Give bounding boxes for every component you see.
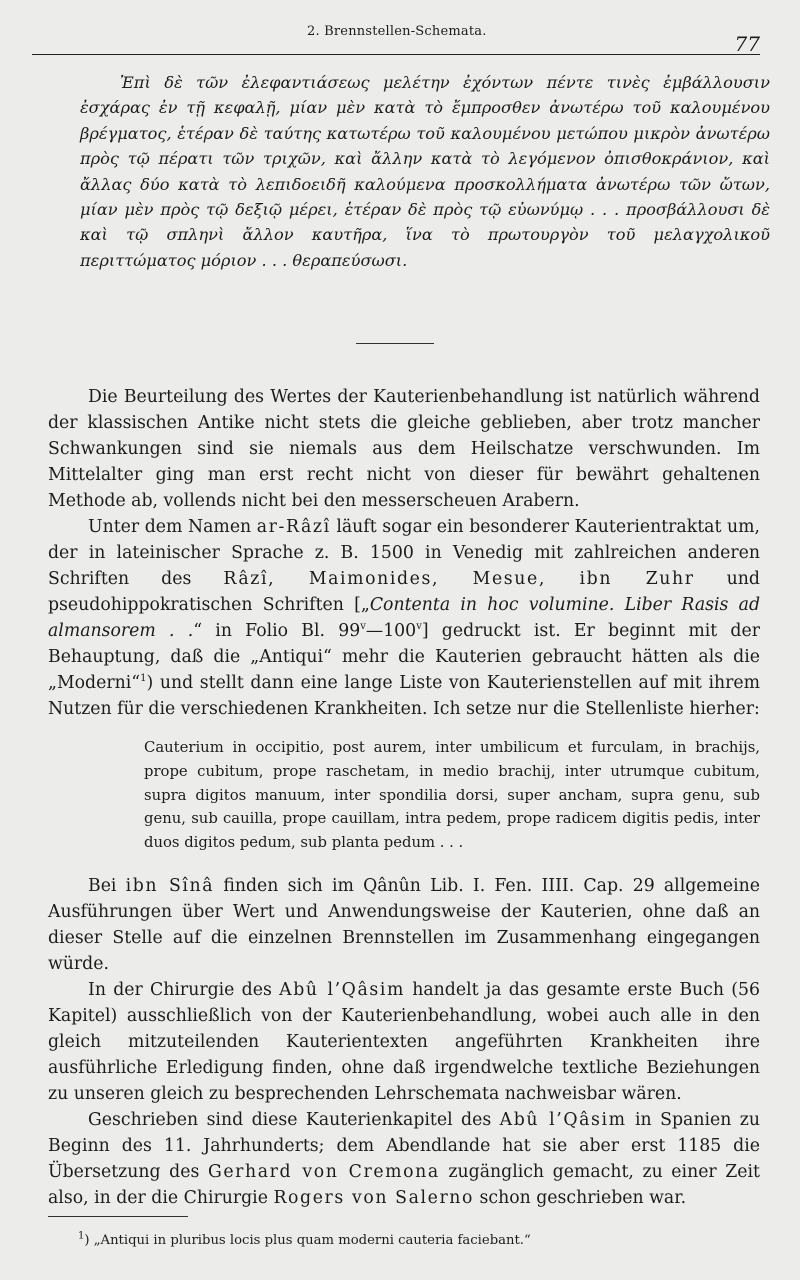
footnote-marker: 1: [140, 673, 147, 685]
section-separator: [356, 343, 434, 344]
author-names: Râzî, Maimonides, Mesue, ibn Zuhr: [223, 569, 695, 589]
paragraph-5: Geschrieben sind diese Kauterienkapitel des Abû l’Qâsim in Spanien zu Beginn des 11. Jahrhunderts; dem Abendlande hat sie aber erst 1185 die Übersetzung des Gerhard von Cremona zugänglich gemacht, zu einer Zeit also, in der die Chirurgie Rogers von Salerno schon geschrieben war.: [48, 1109, 760, 1208]
paragraph-3: Bei ibn Sînâ finden sich im Qânûn Lib. I. Fen. IIII. Cap. 29 allgemeine Ausführungen über Wert und Anwendungsweise der Kauterien, ohne daß an dieser Stelle auf die einzelnen Brennstellen im Zusammenhang eingegangen würde.: [48, 875, 761, 974]
footnote-number: 1: [78, 1230, 85, 1242]
page-number: 77: [734, 32, 760, 56]
paragraph-1: Die Beurteilung des Wertes der Kauterienbehandlung ist natürlich während der klassischen Antike nicht stets die gleiche geblieben, aber trotz mancher Schwankungen sind sie niemals aus dem Heilschatze verschwunden. Im Mittelalter ging man erst recht nicht von dieser für bewährt gehaltenen Methode ab, vollends nicht bei den messerscheuen Arabern.: [48, 387, 760, 511]
author-name: ibn Sînâ: [125, 875, 215, 896]
paragraph-4: In der Chirurgie des Abû l’Qâsim handelt ja das gesamte erste Buch (56 Kapitel) ausschließlich von der Kauterienbehandlung, wobei auch alle in den gleich mitzuteilenden Kauterientexten angeführten Krankheiten ihre ausführliche Erledigung finden, ohne daß irgendwelche textliche Beziehungen zu unseren gleich zu besprechenden Lehrschemata nachweisbar wären.: [48, 979, 760, 1104]
footnote-rule: [48, 1216, 188, 1217]
author-name: Gerhard von Cremona: [207, 1161, 440, 1182]
greek-quotation: [80, 70, 770, 273]
main-text: [48, 384, 760, 1211]
author-name: Abû l’Qâsim: [499, 1109, 627, 1130]
author-name: Abû l’Qâsim: [279, 979, 405, 1000]
paragraph-2: Unter dem Namen ar-Râzî läuft sogar ein besonderer Kauterientraktat um, der in lateinischer Sprache z. B. 1500 in Venedig mit zahlreichen anderen Schriften des Râzî, Maimonides, Mesue, ibn Zuhr und pseudohippokratischen Schriften [„Contenta in hoc volumine. Liber Rasis ad almansorem . .“ in Folio Bl. 99$^v$—100$^v$] gedruckt ist. Er beginnt mit der Behauptung, daß die „Antiqui“ mehr die Kauterien gebraucht hätten als die „Moderni“$^1$) und stellt dann eine lange Liste von Kauterienstellen auf mit ihrem Nutzen für die verschiedenen Krankheiten. Ich setze nur die Stellenliste hierher:: [48, 517, 761, 719]
author-name: Rogers von Salerno: [273, 1187, 475, 1208]
fraktur-title: Contenta in hoc volumine. Liber Rasis ad almansorem . .: [48, 595, 761, 641]
author-name: ar-Râzî: [256, 517, 331, 537]
greek-quote-text: Ἐπὶ δὲ τῶν ἐλεφαντιάσεως μελέτην ἐχόντων πέντε τινὲς ἐμβάλλουσιν ἐσχάρας ἐν τῇ κεφαλῇ, μίαν μὲν κατὰ τὸ ἔμπροσθεν ἀνωτέρω τοῦ καλουμένου βρέγματος, ἑτέραν δὲ ταύτης κατωτέρω τοῦ καλουμένου μετώπου μικρὸν ἀνωτέρω πρὸς τῷ πέρατι τῶν τριχῶν, καὶ ἄλλην κατὰ τὸ λεγόμενον ὀπισθοκράνιον, καὶ ἄλλας δύο κατὰ τὸ λεπιδοειδῆ καλούμενα προσκολλήματα ἀνωτέρω τῶν ὤτων, μίαν μὲν πρὸς τῷ δεξιῷ μέρει, ἑτέραν δὲ πρὸς τῷ εὐωνύμῳ . . . προσβάλλουσι δὲ καὶ τῷ σπληνὶ ἄλλον καυτῆρα, ἵνα τὸ πρωτουργὸν τοῦ μελαγχολικοῦ περιττώματος μόριον . . . θεραπεύσωσι.: [80, 73, 770, 270]
footnote-text: ) „Antiqui in pluribus locis plus quam moderni cauteria faciebant.“: [84, 1233, 531, 1248]
running-head: [32, 18, 760, 55]
running-title: 2. Brennstellen-Schemata.: [307, 24, 487, 39]
footnote: [78, 1232, 758, 1250]
latin-quotation: Cauterium in occipitio, post aurem, inter umbilicum et furculam, in brachijs, prope cubitum, prope raschetam, in medio brachij, inter utrumque cubitum, supra digitos manuum, inter spondilia dorsi, super ancham, supra genu, sub genu, sub cauilla, prope cauillam, intra pedem, prope radicem digitis pedis, inter duos digitos pedum, sub planta pedum . . .: [144, 739, 760, 852]
